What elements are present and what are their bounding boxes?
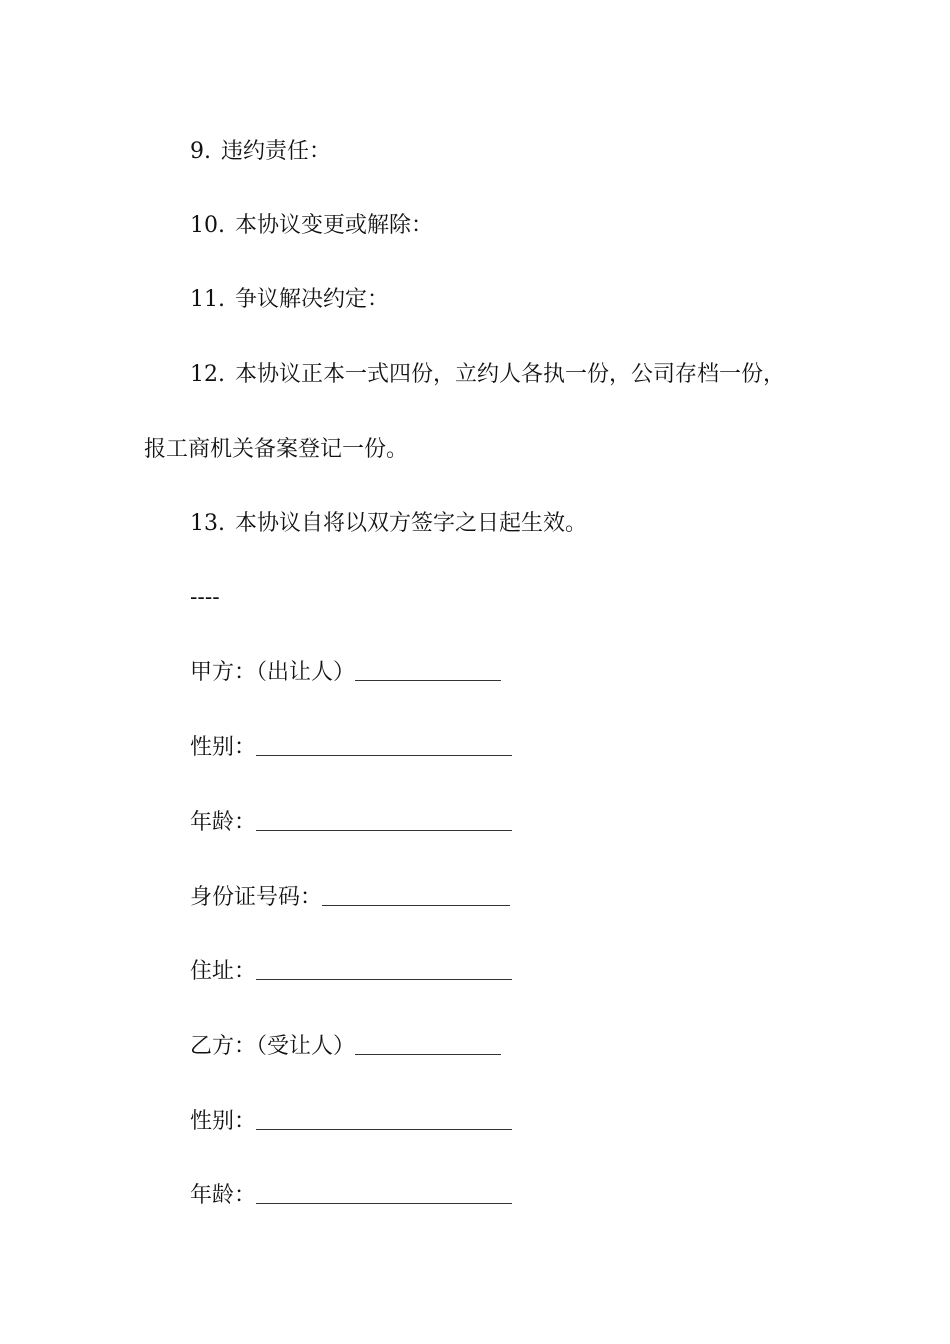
- clause-10: [190, 211, 433, 241]
- party-b-gender-label: 性别：: [190, 1109, 257, 1134]
- clause-text: 违约责任：: [221, 139, 332, 164]
- party-a-age-blank[interactable]: [256, 808, 512, 831]
- party-b-age-blank[interactable]: [256, 1181, 512, 1204]
- clause-9: [190, 137, 331, 167]
- party-b-age-label: 年龄：: [190, 1183, 257, 1208]
- party-a-address-label: 住址：: [190, 959, 257, 984]
- clause-text: 本协议正本一式四份，立约人各执一份，公司存档一份，: [235, 362, 786, 387]
- party-a-title: 甲方：（出让人）: [190, 660, 356, 685]
- clause-11: [190, 285, 389, 315]
- clause-number: 13.: [190, 511, 225, 536]
- clause-text: 本协议自将以双方签字之日起生效。: [235, 511, 588, 536]
- clause-number: 11.: [190, 287, 225, 312]
- clause-number: 10.: [190, 213, 225, 238]
- party-a-title-row: [190, 658, 501, 688]
- party-a-id-row: [190, 883, 510, 913]
- clause-12-continuation: 报工商机关备案登记一份。: [144, 437, 409, 462]
- clause-13: [190, 509, 587, 539]
- party-a-age-row: [190, 808, 512, 838]
- clause-text: 本协议变更或解除：: [235, 213, 434, 238]
- party-b-age-row: [190, 1181, 512, 1211]
- party-a-age-label: 年龄：: [190, 810, 257, 835]
- party-a-gender-blank[interactable]: [256, 733, 512, 756]
- party-a-address-blank[interactable]: [256, 957, 512, 980]
- clause-number: 9.: [190, 139, 211, 164]
- party-a-id-label: 身份证号码：: [190, 885, 323, 910]
- party-b-title-row: [190, 1032, 501, 1062]
- party-a-gender-row: [190, 733, 512, 763]
- party-a-id-blank[interactable]: [322, 883, 510, 906]
- party-b-name-blank[interactable]: [355, 1032, 501, 1055]
- party-b-title: 乙方：（受让人）: [190, 1034, 356, 1059]
- party-a-address-row: [190, 957, 512, 987]
- clause-text: 争议解决约定：: [235, 287, 390, 312]
- party-b-gender-row: [190, 1107, 512, 1137]
- clause-number: 12.: [190, 362, 225, 387]
- separator: ----: [190, 585, 220, 610]
- clause-12: [190, 360, 785, 390]
- party-b-gender-blank[interactable]: [256, 1107, 512, 1130]
- party-a-gender-label: 性别：: [190, 735, 257, 760]
- party-a-name-blank[interactable]: [355, 658, 501, 681]
